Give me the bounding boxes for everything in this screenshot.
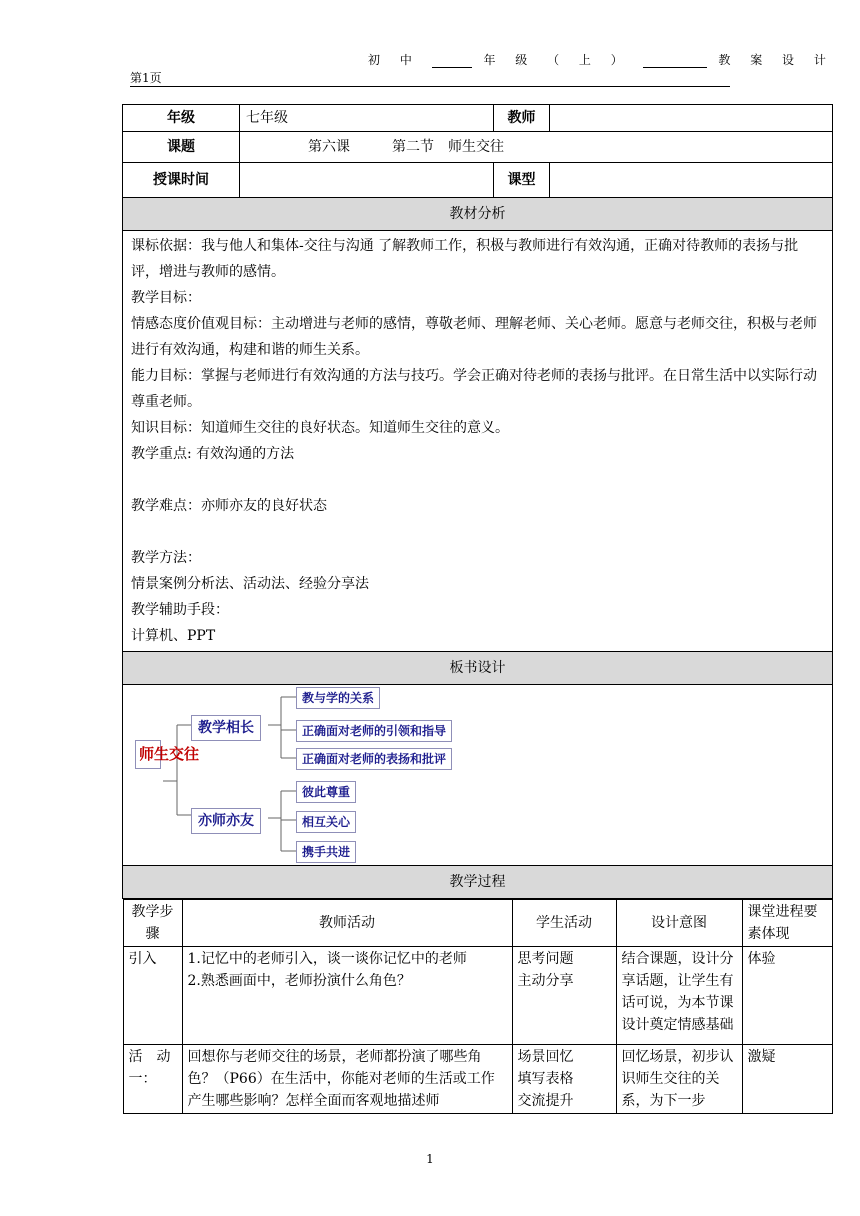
analysis-line: 知识目标：知道师生交往的良好状态。知道师生交往的意义。 (131, 420, 509, 436)
step-cell: 引入 (123, 947, 182, 1045)
grade-label: 年级 (123, 105, 240, 132)
header-part1: 初 中 (368, 53, 420, 67)
page-label: 第1页 (130, 71, 162, 85)
header-part3: 教 案 设 计 (718, 53, 834, 67)
process-element-cell: 激疑 (742, 1045, 832, 1114)
time-label: 授课时间 (123, 163, 240, 198)
analysis-line: 教学辅助手段： (131, 602, 229, 618)
header-part2: 年 级 （ 上 ） (483, 53, 631, 67)
analysis-line: 情感态度价值观目标：主动增进与老师的感情，尊敬老师、理解老师、关心老师。愿意与老师交往，积极与老师进行有效沟通，构建和谐的师生关系。 (131, 316, 817, 358)
process-element-cell: 体验 (742, 947, 832, 1045)
analysis-line: 情景案例分析法、活动法、经验分享法 (131, 576, 369, 592)
time-value (240, 163, 494, 198)
board-item: 教与学的关系 (296, 687, 380, 709)
analysis-line: 教学重点: 有效沟通的方法 (131, 446, 295, 462)
process-header: 教师活动 (182, 900, 512, 947)
analysis-gap (131, 519, 824, 545)
process-section (123, 899, 833, 1115)
header-blank-2 (643, 55, 707, 68)
process-header: 设计意图 (616, 900, 742, 947)
board-branch-2: 亦师亦友 (191, 808, 261, 834)
page-number: 1 (426, 1152, 434, 1166)
board-item: 彼此尊重 (296, 781, 356, 803)
analysis-title: 教材分析 (123, 198, 833, 231)
type-label: 课型 (494, 163, 550, 198)
topic-text: 第六课 第二节 师生交往 (308, 139, 504, 155)
process-title: 教学过程 (123, 866, 833, 899)
teacher-activity-cell: 1.记忆中的老师引入，谈一谈你记忆中的老师 2.熟悉画面中，老师扮演什么角色？ (182, 947, 512, 1045)
board-item: 正确面对老师的表扬和批评 (296, 748, 452, 770)
analysis-line: 教学方法： (131, 550, 201, 566)
process-table (123, 899, 833, 1114)
analysis-line: 教学难点：亦师亦友的良好状态 (131, 498, 327, 514)
type-value (550, 163, 833, 198)
board-item: 相互关心 (296, 811, 356, 833)
board-item: 正确面对老师的引领和指导 (296, 720, 452, 742)
document-header (368, 51, 834, 68)
topic-label: 课题 (123, 132, 240, 163)
board-root-box: 师生交往 (135, 740, 161, 769)
design-intent-cell: 结合课题，设计分享话题，让学生有话可说，为本节课设计奠定情感基础 (616, 947, 742, 1045)
header-rule (130, 86, 730, 87)
board-item: 携手共进 (296, 841, 356, 863)
analysis-line: 计算机、PPT (131, 628, 216, 644)
process-header: 学生活动 (512, 900, 616, 947)
analysis-line: 教学目标： (131, 290, 201, 306)
analysis-gap (131, 467, 824, 493)
board-diagram (123, 685, 832, 865)
process-header: 教学步骤 (123, 900, 182, 947)
analysis-content (123, 231, 833, 652)
design-intent-cell: 回忆场景，初步认识师生交往的关系，为下一步 (616, 1045, 742, 1114)
student-activity-cell: 场景回忆 填写表格 交流提升 (512, 1045, 616, 1114)
board-branch-1: 教学相长 (191, 715, 261, 741)
board-connectors (123, 685, 832, 865)
teacher-value (550, 105, 833, 132)
topic-value (240, 132, 833, 163)
teacher-label: 教师 (494, 105, 550, 132)
student-activity-cell: 思考问题 主动分享 (512, 947, 616, 1045)
header-blank-1 (432, 55, 472, 68)
analysis-line: 能力目标：掌握与老师进行有效沟通的方法与技巧。学会正确对待老师的表扬与批评。在日常生活中以实际行动尊重老师。 (131, 368, 817, 410)
teacher-activity-cell: 回想你与老师交往的场景，老师都扮演了哪些角色？（P66）在生活中，你能对老师的生活或工作产生哪些影响？怎样全面而客观地描述师 (182, 1045, 512, 1114)
process-header: 课堂进程要素体现 (742, 900, 832, 947)
step-cell: 活 动一： (123, 1045, 182, 1114)
board-design (123, 685, 833, 866)
lesson-plan-table (122, 104, 833, 1114)
analysis-line: 课标依据：我与他人和集体-交往与沟通 了解教师工作，积极与教师进行有效沟通，正确对待教师的表扬与批评，增进与教师的感情。 (131, 238, 799, 280)
grade-value: 七年级 (240, 105, 494, 132)
board-title: 板书设计 (123, 652, 833, 685)
